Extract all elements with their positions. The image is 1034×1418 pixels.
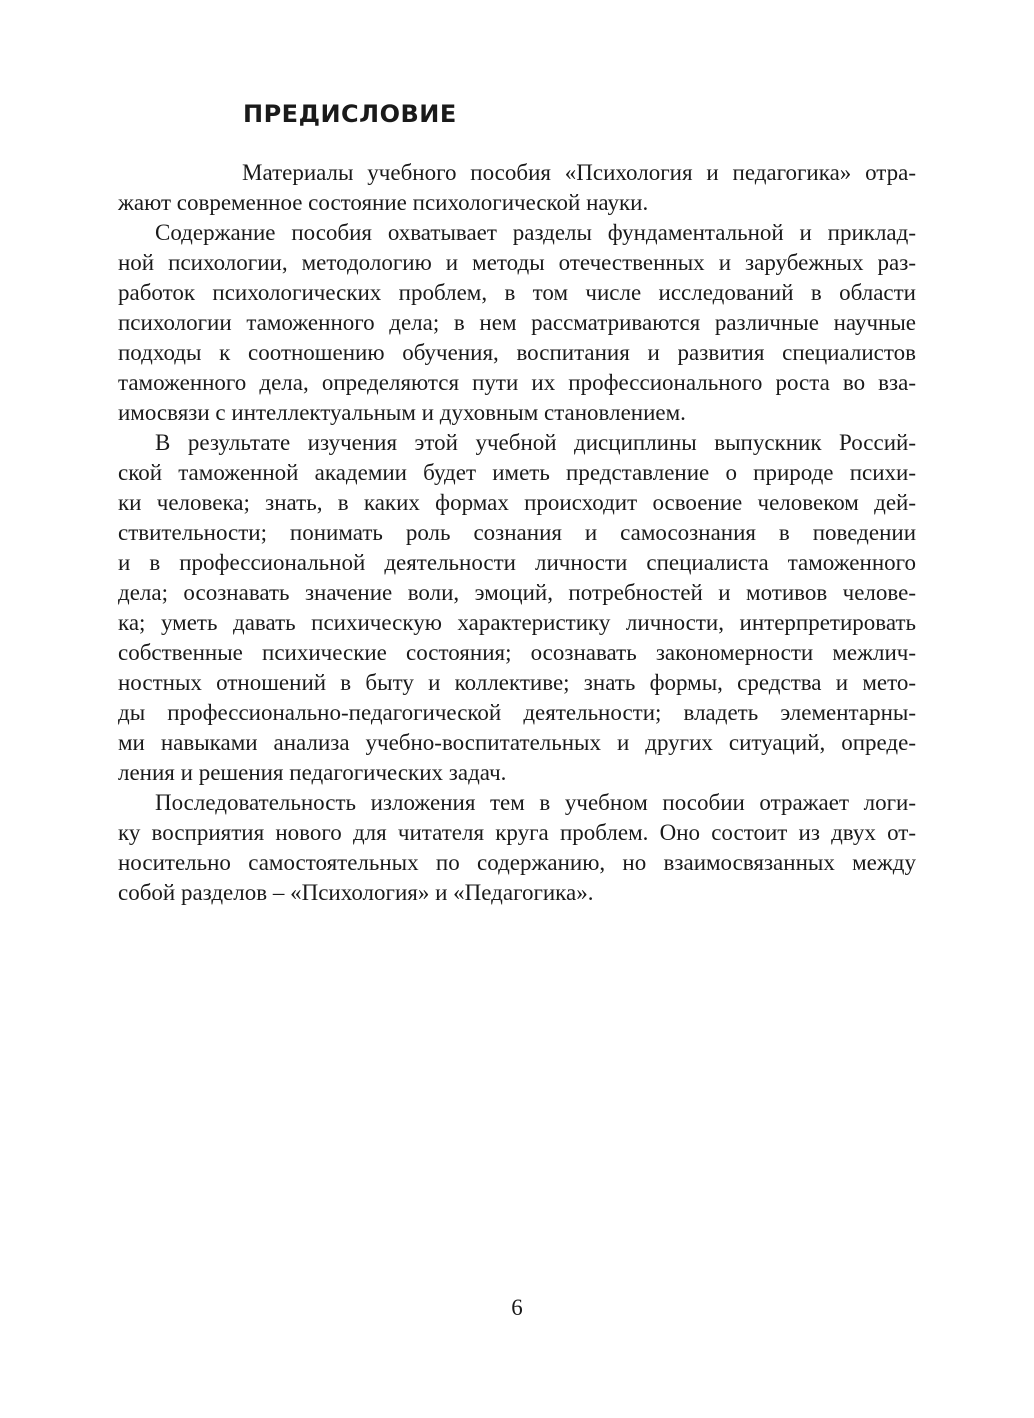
text-line: ной психологии, методологию и методы отечественных и зарубежных раз- [118, 250, 916, 275]
text-line: жают современное состояние психологической науки. [118, 190, 649, 215]
paragraph-1 [118, 158, 916, 218]
text-line: ды профессионально-педагогической деятельности; владеть элементарны- [118, 700, 916, 725]
text-line: подходы к соотношению обучения, воспитания и развития специалистов [118, 340, 916, 365]
text-line: имосвязи с интеллектуальным и духовным становлением. [118, 400, 686, 425]
text-line: ми навыками анализа учебно-воспитательных и других ситуаций, опреде- [118, 730, 916, 755]
text-line: ку восприятия нового для читателя круга проблем. Оно состоит из двух от- [118, 820, 916, 845]
text-line: психологии таможенного дела; в нем рассматриваются различные научные [118, 310, 916, 335]
text-line: работок психологических проблем, в том числе исследований в области [118, 280, 916, 305]
paragraph-4 [118, 788, 916, 908]
text-line: ления и решения педагогических задач. [118, 760, 507, 785]
text-line: таможенного дела, определяются пути их профессионального роста во вза- [118, 370, 916, 395]
text-line: собственные психические состояния; осознавать закономерности межлич- [118, 640, 916, 665]
text-line: Последовательность изложения тем в учебном пособии отражает логи- [155, 790, 916, 815]
text-line: и в профессиональной деятельности личности специалиста таможенного [118, 550, 916, 575]
text-line: В результате изучения этой учебной дисциплины выпускник Россий- [155, 430, 916, 455]
text-line: собой разделов – «Психология» и «Педагогика». [118, 880, 594, 905]
text-line: ствительности; понимать роль сознания и самосознания в поведении [118, 520, 916, 545]
section-heading: ПРЕДИСЛОВИЕ [243, 100, 457, 128]
text-line: дела; осознавать значение воли, эмоций, потребностей и мотивов челове- [118, 580, 916, 605]
paragraph-3 [118, 428, 916, 788]
text-line: Материалы учебного пособия «Психология и педагогика» отра- [242, 160, 916, 185]
paragraph-2 [118, 218, 916, 428]
text-line: Содержание пособия охватывает разделы фундаментальной и приклад- [155, 220, 916, 245]
text-line: ской таможенной академии будет иметь представление о природе психи- [118, 460, 916, 485]
body-text [118, 158, 916, 908]
text-line: ностных отношений в быту и коллективе; знать формы, средства и мето- [118, 670, 916, 695]
text-line: ки человека; знать, в каких формах происходит освоение человеком дей- [118, 490, 916, 515]
page-number: 6 [511, 1295, 523, 1320]
text-line: ка; уметь давать психическую характеристику личности, интерпретировать [118, 610, 916, 635]
text-line: носительно самостоятельных по содержанию, но взаимосвязанных между [118, 850, 916, 875]
